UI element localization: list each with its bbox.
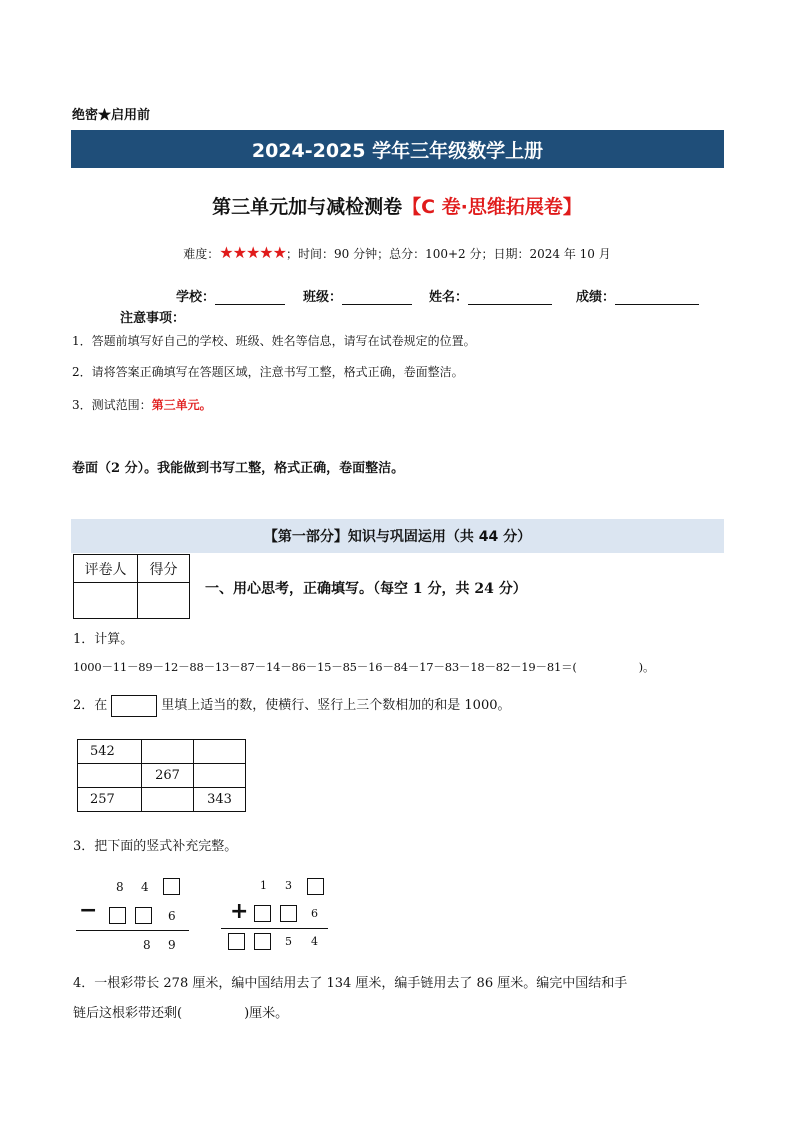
school-blank[interactable] (215, 290, 285, 305)
section-one-title: 一、用心思考，正确填写。（每空 1 分，共 24 分） (205, 581, 527, 597)
school-label: 学校： (176, 290, 216, 305)
question-2-title (73, 694, 511, 717)
add-digit: 3 (285, 879, 292, 892)
grader-header: 评卷人 (74, 555, 138, 583)
exam-meta (0, 243, 794, 262)
question-1-expression (73, 659, 654, 675)
q1-expr-end: )。 (638, 660, 655, 674)
score-cell[interactable] (138, 583, 190, 619)
grid-cell[interactable]: 343 (194, 788, 246, 812)
name-blank[interactable] (468, 290, 552, 305)
grader-table (73, 554, 190, 619)
note-item-3-range: 第三单元。 (151, 398, 212, 412)
plus-sign: + (230, 899, 249, 924)
add-result-box[interactable] (228, 933, 245, 950)
sub-blank-box[interactable] (109, 907, 126, 924)
score-field[interactable] (576, 286, 699, 305)
add-blank-box[interactable] (254, 905, 271, 922)
sub-blank-box[interactable] (135, 907, 152, 924)
grid-cell[interactable]: 267 (142, 764, 194, 788)
grid-cell[interactable]: 257 (78, 788, 142, 812)
question-4-line-2 (73, 1002, 288, 1021)
add-rule (221, 928, 328, 929)
add-result-digit: 4 (311, 935, 318, 948)
exam-subtitle (0, 192, 794, 219)
grid-cell[interactable] (142, 740, 194, 764)
number-grid (77, 739, 246, 812)
q1-expr-text: 1000－11－89－12－88－13－87－14－86－15－85－16－84－17－83－18－82－19－81＝( (73, 660, 577, 674)
score-label: 成绩： (576, 290, 616, 305)
class-blank[interactable] (342, 290, 412, 305)
q2-suffix: 里填上适当的数，使横行、竖行上三个数相加的和是 1000。 (161, 698, 511, 713)
notes-title: 注意事项： (120, 311, 186, 326)
q4-text-end: )厘米。 (244, 1006, 289, 1021)
class-label: 班级： (303, 290, 343, 305)
difficulty-label: 难度： (183, 247, 220, 261)
meta-rest: ；时间：90 分钟；总分：100+2 分；日期：2024 年 10 月 (285, 247, 611, 261)
part-one-header: 【第一部分】知识与巩固运用（共 44 分） (71, 519, 724, 553)
sub-result-digit: 9 (168, 938, 176, 952)
sub-digit: 4 (141, 880, 149, 894)
note-item-1: 1．答题前填写好自己的学校、班级、姓名等信息，请写在试卷规定的位置。 (72, 334, 476, 348)
grid-cell[interactable] (194, 740, 246, 764)
add-digit: 1 (260, 879, 267, 892)
minus-sign: − (79, 898, 98, 923)
sub-result-digit: 8 (143, 938, 151, 952)
subtitle-red: 【C 卷·思维拓展卷】 (402, 196, 582, 218)
exam-title-banner: 2024-2025 学年三年级数学上册 (71, 130, 724, 168)
grid-cell[interactable] (142, 788, 194, 812)
sub-digit: 8 (116, 880, 124, 894)
question-3-title: 3．把下面的竖式补充完整。 (73, 839, 238, 854)
name-label: 姓名： (429, 290, 469, 305)
grid-cell[interactable] (194, 764, 246, 788)
add-blank-box[interactable] (307, 878, 324, 895)
difficulty-stars: ★★★★★ (219, 243, 286, 262)
q2-prefix: 2．在 (73, 698, 108, 713)
add-result-digit: 5 (285, 935, 292, 948)
question-1-title: 1．计算。 (73, 632, 134, 647)
neatness-statement: 卷面（2 分）。我能做到书写工整，格式正确，卷面整洁。 (72, 461, 405, 476)
add-result-box[interactable] (254, 933, 271, 950)
sub-digit: 6 (168, 909, 176, 923)
note-item-2: 2．请将答案正确填写在答题区域，注意书写工整，格式正确，卷面整洁。 (72, 365, 464, 379)
q4-text: 链后这根彩带还剩( (73, 1006, 183, 1021)
subtitle-main: 第三单元加与减检测卷 (212, 196, 403, 218)
confidential-label: 绝密★启用前 (72, 108, 151, 123)
score-header: 得分 (138, 555, 190, 583)
grid-cell[interactable]: 542 (78, 740, 142, 764)
name-field[interactable] (429, 286, 552, 305)
note-item-3 (72, 396, 212, 413)
add-digit: 6 (311, 907, 318, 920)
class-field[interactable] (303, 286, 412, 305)
sub-blank-box[interactable] (163, 878, 180, 895)
q2-box-icon (111, 695, 157, 717)
question-4-line-1: 4．一根彩带长 278 厘米，编中国结用去了 134 厘米，编手链用去了 86 厘米。编完中国结和手 (73, 976, 628, 991)
grader-cell[interactable] (74, 583, 138, 619)
grid-cell[interactable] (78, 764, 142, 788)
add-blank-box[interactable] (280, 905, 297, 922)
score-blank[interactable] (615, 290, 699, 305)
sub-rule (76, 930, 189, 931)
school-field[interactable] (176, 286, 285, 305)
note-item-3-prefix: 3．测试范围： (72, 398, 152, 412)
